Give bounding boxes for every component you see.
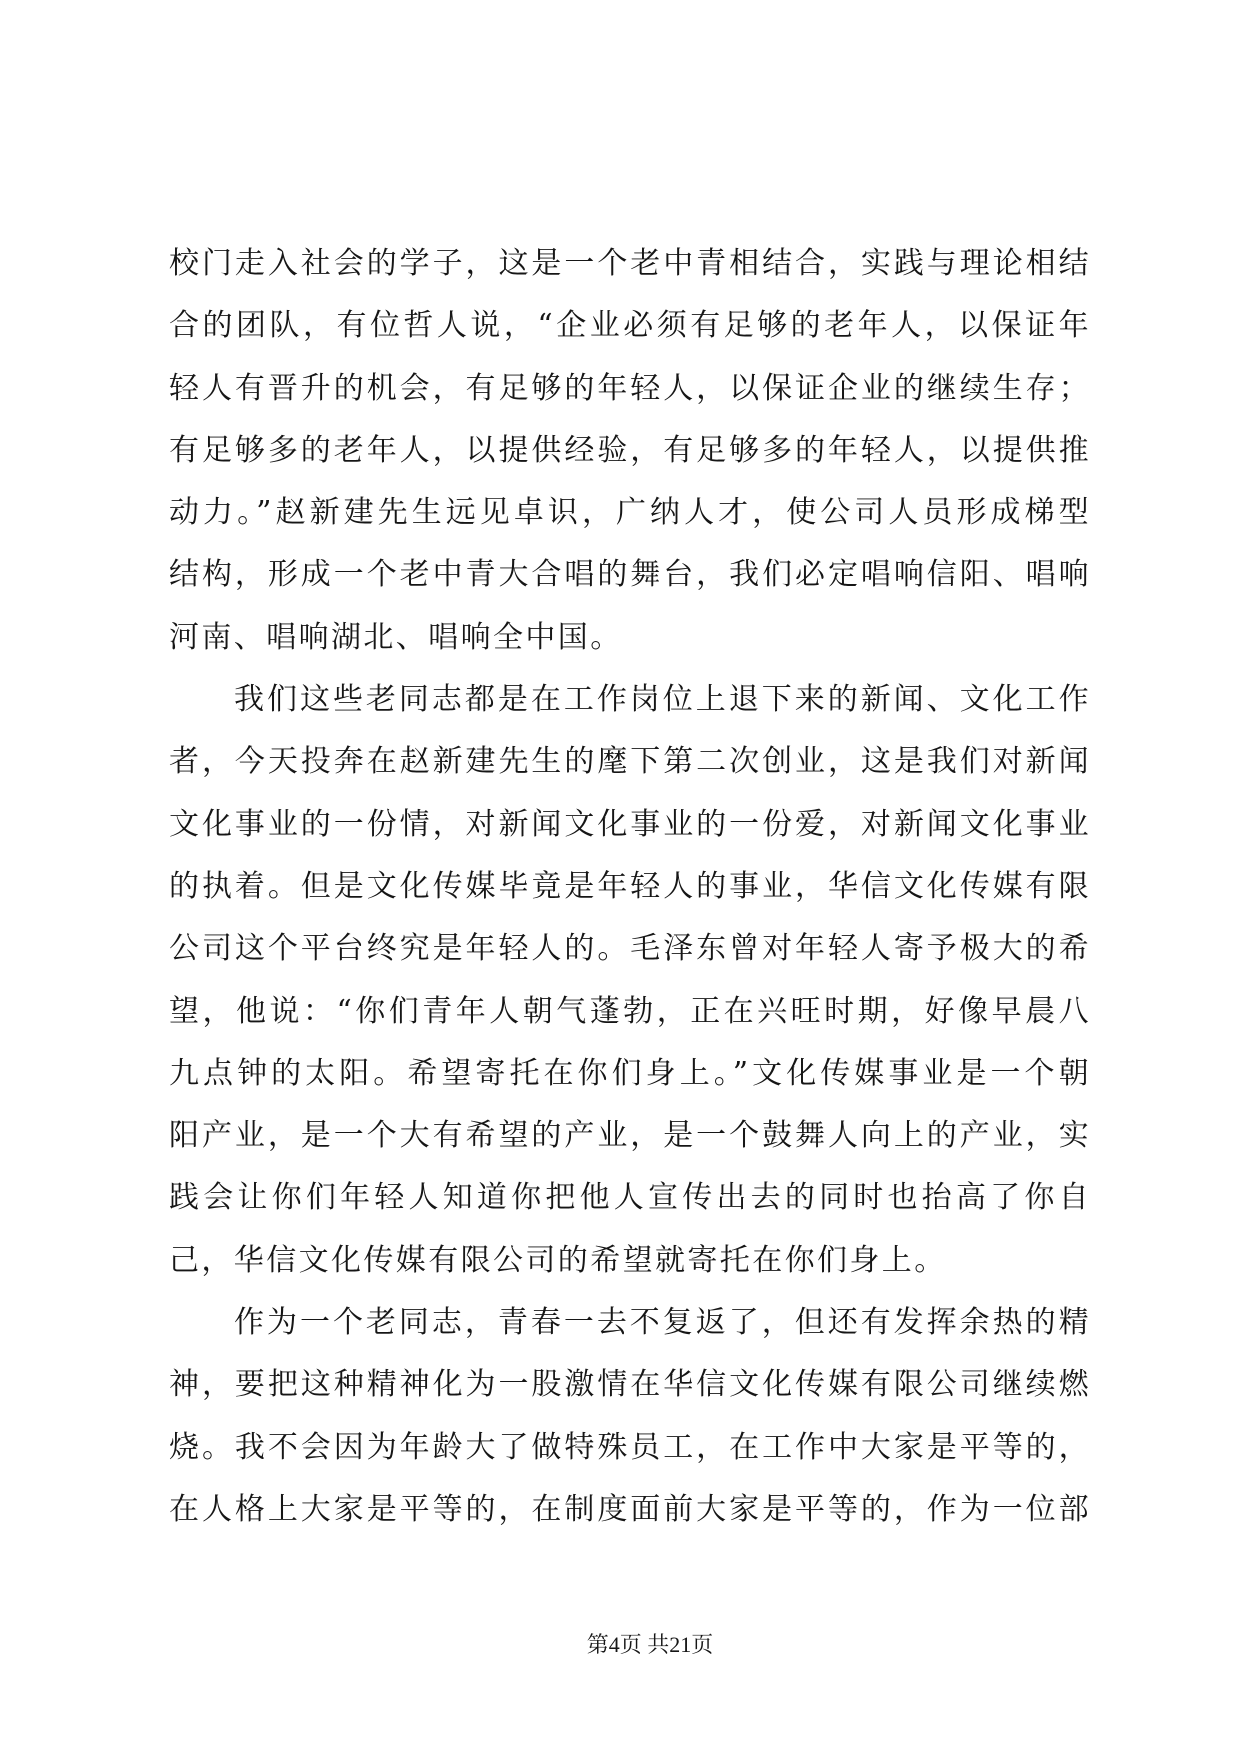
text-line: 结构，形成一个老中青大合唱的舞台，我们必定唱响信阳、唱响 — [169, 557, 1091, 593]
text-line: 校门走入社会的学子，这是一个老中青相结合，实践与理论相结 — [169, 246, 1091, 281]
text-line: 的执着。但是文化传媒毕竟是年轻人的事业，华信文化传媒有限 — [169, 868, 1091, 904]
text-line: 九点钟的太阳。希望寄托在你们身上。”文化传媒事业是一个朝 — [169, 1055, 1091, 1091]
text-line: 轻人有晋升的机会，有足够的年轻人，以保证企业的继续生存； — [169, 370, 1091, 406]
text-line: 公司这个平台终究是年轻人的。毛泽东曾对年轻人寄予极大的希 — [169, 931, 1091, 967]
text-line: 者，今天投奔在赵新建先生的麾下第二次创业，这是我们对新闻 — [169, 744, 1091, 780]
text-line: 河南、唱响湖北、唱响全中国。 — [169, 619, 623, 655]
text-line: 我们这些老同志都是在工作岗位上退下来的新闻、文化工作 — [234, 682, 1091, 718]
text-line: 文化事业的一份情，对新闻文化事业的一份爱，对新闻文化事业 — [169, 806, 1091, 842]
text-line: 烧。我不会因为年龄大了做特殊员工，在工作中大家是平等的， — [169, 1429, 1091, 1465]
text-line: 望，他说：“你们青年人朝气蓬勃，正在兴旺时期，好像早晨八 — [169, 993, 1091, 1029]
text-line: 有足够多的老年人，以提供经验，有足够多的年轻人，以提供推 — [169, 432, 1091, 468]
text-line: 阳产业，是一个大有希望的产业，是一个鼓舞人向上的产业，实 — [169, 1118, 1091, 1154]
document-body — [169, 233, 1091, 1541]
paragraph-1 — [169, 233, 1091, 669]
text-line: 在人格上大家是平等的，在制度面前大家是平等的，作为一位部 — [169, 1491, 1091, 1527]
paragraph-2 — [169, 669, 1091, 1292]
text-line: 动力。”赵新建先生远见卓识，广纳人才，使公司人员形成梯型 — [169, 495, 1091, 531]
text-line: 践会让你们年轻人知道你把他人宣传出去的同时也抬高了你自 — [169, 1180, 1091, 1216]
text-line: 神，要把这种精神化为一股激情在华信文化传媒有限公司继续燃 — [169, 1367, 1091, 1403]
text-line: 己，华信文化传媒有限公司的希望就寄托在你们身上。 — [169, 1242, 947, 1278]
text-line: 作为一个老同志，青春一去不复返了，但还有发挥余热的精 — [234, 1305, 1091, 1341]
page-number-footer: 第4页 共21页 — [586, 1632, 714, 1657]
text-line: 合的团队，有位哲人说，“企业必须有足够的老年人，以保证年 — [169, 308, 1091, 344]
paragraph-3 — [169, 1292, 1091, 1541]
